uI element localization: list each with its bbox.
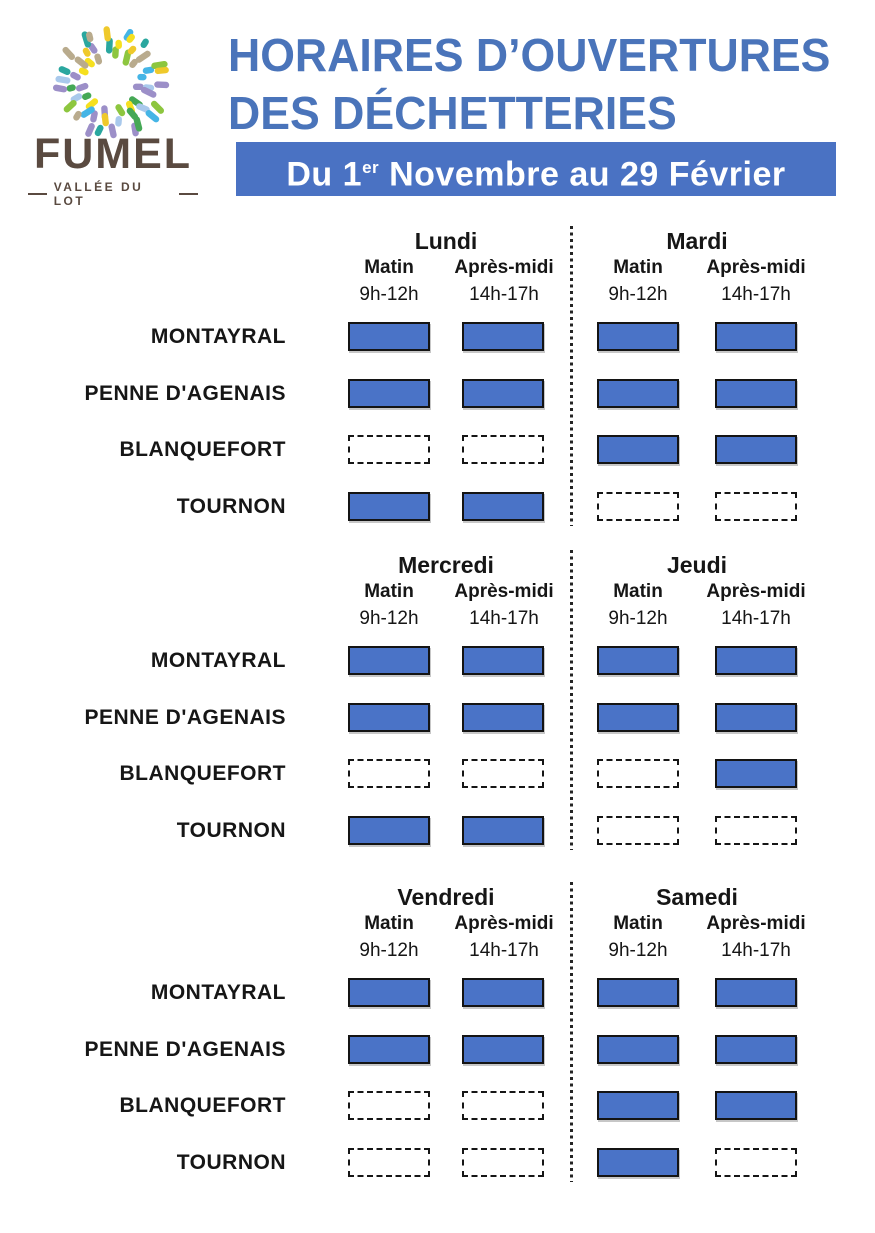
cell-vendredi-montayral-apres-midi <box>462 978 544 1007</box>
site-label: BLANQUEFORT <box>119 762 286 785</box>
banner-suffix: Novembre au 29 Février <box>379 155 786 194</box>
hours-label-morning: 9h-12h <box>608 608 668 629</box>
cell-mardi-penne-d-agenais-apres-midi <box>715 379 797 408</box>
site-label: TOURNON <box>176 494 286 518</box>
cell-vendredi-blanquefort-matin <box>348 1091 430 1120</box>
schedule-section <box>0 552 875 852</box>
cell-samedi-blanquefort-apres-midi <box>715 1091 797 1120</box>
site-label: MONTAYRAL <box>150 981 286 1004</box>
cell-mardi-blanquefort-matin <box>597 435 679 464</box>
cell-lundi-penne-d-agenais-apres-midi <box>462 379 544 408</box>
cell-jeudi-blanquefort-matin <box>597 759 679 788</box>
cell-vendredi-penne-d-agenais-matin <box>348 1035 430 1064</box>
cell-vendredi-montayral-matin <box>348 978 430 1007</box>
schedule-section <box>0 884 875 1184</box>
cell-samedi-tournon-matin <box>597 1148 679 1177</box>
hours-label-morning: 9h-12h <box>359 284 419 305</box>
cell-jeudi-penne-d-agenais-apres-midi <box>715 703 797 732</box>
site-label: TOURNON <box>176 818 286 842</box>
hours-label-afternoon: 14h-17h <box>721 608 791 629</box>
cell-samedi-tournon-apres-midi <box>715 1148 797 1177</box>
slot-label-afternoon: Après-midi <box>454 257 554 278</box>
site-label: PENNE D'AGENAIS <box>84 1037 286 1061</box>
schedule-section <box>0 228 875 528</box>
slot-label-morning: Matin <box>613 913 663 934</box>
cell-mercredi-blanquefort-matin <box>348 759 430 788</box>
slot-label-morning: Matin <box>613 257 663 278</box>
site-label: PENNE D'AGENAIS <box>84 381 286 405</box>
site-label: BLANQUEFORT <box>119 438 286 461</box>
day-divider <box>570 226 573 526</box>
site-label: BLANQUEFORT <box>119 1094 286 1117</box>
slot-label-morning: Matin <box>364 581 414 602</box>
cell-vendredi-tournon-apres-midi <box>462 1148 544 1177</box>
hours-label-morning: 9h-12h <box>608 284 668 305</box>
day-divider <box>570 550 573 850</box>
cell-lundi-montayral-matin <box>348 322 430 351</box>
cell-mercredi-blanquefort-apres-midi <box>462 759 544 788</box>
cell-lundi-blanquefort-matin <box>348 435 430 464</box>
site-label: PENNE D'AGENAIS <box>84 705 286 729</box>
cell-jeudi-tournon-apres-midi <box>715 816 797 845</box>
day-divider <box>570 882 573 1182</box>
slot-label-afternoon: Après-midi <box>706 581 806 602</box>
banner-superscript: er <box>362 158 380 177</box>
slot-label-morning: Matin <box>613 581 663 602</box>
cell-mercredi-tournon-matin <box>348 816 430 845</box>
slot-label-afternoon: Après-midi <box>706 257 806 278</box>
slot-label-morning: Matin <box>364 913 414 934</box>
logo-subtitle-text: VALLÉE DU LOT <box>53 180 144 208</box>
hours-label-morning: 9h-12h <box>359 940 419 961</box>
hours-label-morning: 9h-12h <box>359 608 419 629</box>
cell-lundi-penne-d-agenais-matin <box>348 379 430 408</box>
cell-samedi-montayral-matin <box>597 978 679 1007</box>
slot-label-afternoon: Après-midi <box>706 913 806 934</box>
cell-mercredi-montayral-apres-midi <box>462 646 544 675</box>
logo-subtitle-rule-right <box>179 193 198 195</box>
cell-mercredi-penne-d-agenais-apres-midi <box>462 703 544 732</box>
day-name-left: Lundi <box>414 228 478 254</box>
cell-vendredi-penne-d-agenais-apres-midi <box>462 1035 544 1064</box>
cell-mardi-tournon-matin <box>597 492 679 521</box>
page-title-line2: DES DÉCHETTERIES <box>228 87 677 139</box>
cell-lundi-montayral-apres-midi <box>462 322 544 351</box>
cell-samedi-blanquefort-matin <box>597 1091 679 1120</box>
cell-lundi-tournon-apres-midi <box>462 492 544 521</box>
cell-samedi-penne-d-agenais-apres-midi <box>715 1035 797 1064</box>
site-label: MONTAYRAL <box>150 649 286 672</box>
cell-jeudi-montayral-matin <box>597 646 679 675</box>
banner-prefix: Du 1 <box>286 155 363 194</box>
day-name-left: Mercredi <box>398 552 494 578</box>
slot-label-afternoon: Après-midi <box>454 913 554 934</box>
cell-mardi-tournon-apres-midi <box>715 492 797 521</box>
slot-label-afternoon: Après-midi <box>454 581 554 602</box>
cell-jeudi-penne-d-agenais-matin <box>597 703 679 732</box>
cell-samedi-penne-d-agenais-matin <box>597 1035 679 1064</box>
cell-mardi-montayral-matin <box>597 322 679 351</box>
page-title-line1: HORAIRES D’OUVERTURES <box>228 29 831 81</box>
day-name-right: Jeudi <box>666 552 728 578</box>
slot-label-morning: Matin <box>364 257 414 278</box>
cell-mardi-montayral-apres-midi <box>715 322 797 351</box>
hours-label-afternoon: 14h-17h <box>469 940 539 961</box>
hours-label-afternoon: 14h-17h <box>469 284 539 305</box>
cell-jeudi-blanquefort-apres-midi <box>715 759 797 788</box>
cell-jeudi-tournon-matin <box>597 816 679 845</box>
logo-name: FUMEL <box>33 130 193 178</box>
cell-jeudi-montayral-apres-midi <box>715 646 797 675</box>
cell-mercredi-tournon-apres-midi <box>462 816 544 845</box>
cell-mardi-blanquefort-apres-midi <box>715 435 797 464</box>
hours-label-morning: 9h-12h <box>608 940 668 961</box>
cell-samedi-montayral-apres-midi <box>715 978 797 1007</box>
hours-label-afternoon: 14h-17h <box>721 940 791 961</box>
date-range-banner <box>236 142 836 196</box>
day-name-left: Vendredi <box>397 884 495 910</box>
cell-mercredi-montayral-matin <box>348 646 430 675</box>
hours-label-afternoon: 14h-17h <box>469 608 539 629</box>
cell-mardi-penne-d-agenais-matin <box>597 379 679 408</box>
cell-vendredi-blanquefort-apres-midi <box>462 1091 544 1120</box>
logo-subtitle <box>28 180 198 208</box>
site-label: MONTAYRAL <box>150 325 286 348</box>
cell-mercredi-penne-d-agenais-matin <box>348 703 430 732</box>
cell-lundi-tournon-matin <box>348 492 430 521</box>
day-name-right: Mardi <box>666 228 728 254</box>
cell-lundi-blanquefort-apres-midi <box>462 435 544 464</box>
hours-label-afternoon: 14h-17h <box>721 284 791 305</box>
day-name-right: Samedi <box>656 884 738 910</box>
site-label: TOURNON <box>176 1150 286 1174</box>
logo-subtitle-rule-left <box>28 193 47 195</box>
cell-vendredi-tournon-matin <box>348 1148 430 1177</box>
